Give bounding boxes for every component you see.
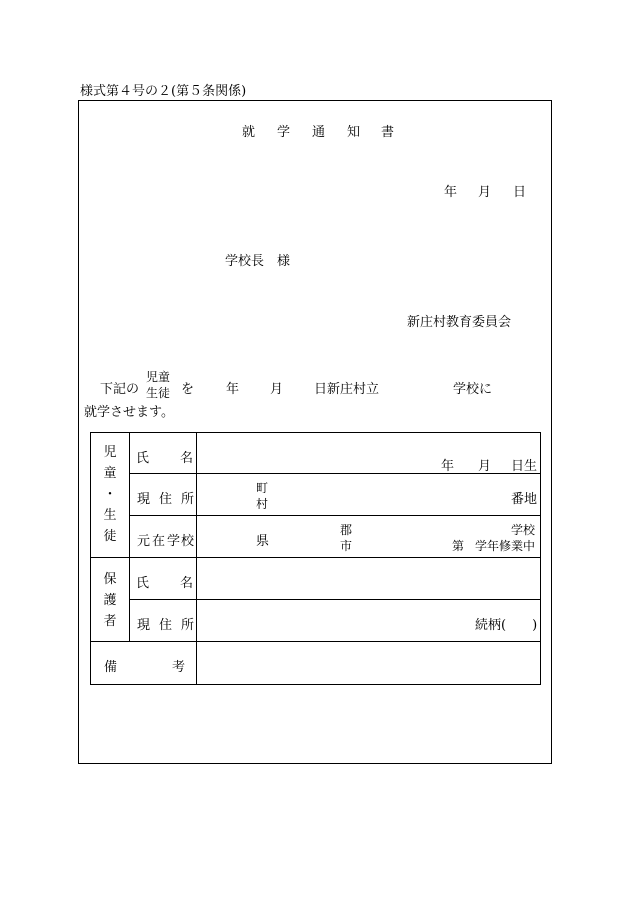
body-wo: を	[181, 382, 195, 397]
group-char: 者	[103, 614, 117, 629]
label-guardian-address-1: 現	[137, 618, 151, 633]
address-banchi: 番地	[511, 492, 538, 507]
date-year: 年	[444, 185, 458, 200]
label-remarks-2: 考	[172, 660, 186, 675]
addressee: 学校長 様	[225, 254, 291, 269]
group-char: 童	[103, 466, 117, 481]
group-char: 保	[103, 572, 117, 587]
body-second-line: 就学させます。	[84, 405, 174, 420]
label-name-1: 氏	[136, 451, 150, 466]
birth-day: 日生	[511, 459, 538, 474]
address-village: 村	[256, 497, 269, 511]
prev-school-shi: 市	[340, 539, 353, 553]
body-month: 月	[270, 382, 284, 397]
label-guardian-name-1: 氏	[136, 576, 150, 591]
title-char-1: 就	[242, 125, 256, 140]
body-day-village: 日新庄村立	[314, 382, 380, 397]
label-remarks-1: 備	[104, 660, 118, 675]
guardian-relation: 続柄( )	[475, 618, 538, 633]
prev-school-prefecture: 県	[256, 534, 270, 549]
info-table	[90, 432, 541, 685]
label-prev-school-1: 元	[137, 534, 151, 549]
group-char: ・	[103, 487, 117, 502]
prev-school-gun: 郡	[340, 523, 353, 537]
title-char-4: 知	[347, 125, 361, 140]
title-char-5: 書	[381, 125, 395, 140]
label-address-1: 現	[137, 492, 151, 507]
prev-school-dai: 第	[452, 539, 465, 553]
group-child-student	[100, 442, 120, 547]
label-guardian-address-2: 住	[159, 618, 173, 633]
row-rule-2	[130, 515, 540, 516]
label-address-2: 住	[159, 492, 173, 507]
group-char: 護	[103, 593, 117, 608]
col-rule-group	[129, 433, 130, 641]
body-school-ni: 学校に	[453, 382, 493, 397]
col-rule-label	[196, 433, 197, 684]
label-prev-school-3: 学	[167, 534, 181, 549]
label-guardian-address-3: 所	[181, 618, 195, 633]
row-rule-5	[91, 641, 540, 642]
group-char: 徒	[103, 529, 117, 544]
issuer: 新庄村教育委員会	[407, 315, 512, 330]
label-guardian-name-2: 名	[180, 576, 194, 591]
birth-month: 月	[478, 459, 492, 474]
title-char-2: 学	[277, 125, 291, 140]
label-name-2: 名	[180, 451, 194, 466]
form-number-label: 様式第４号の２(第５条関係)	[80, 84, 247, 99]
group-guardian	[100, 569, 120, 632]
group-char: 生	[103, 508, 117, 523]
row-rule-4	[130, 599, 540, 600]
group-char: 児	[103, 445, 117, 460]
prev-school-grade: 学年修業中	[475, 539, 536, 553]
date-month: 月	[478, 185, 492, 200]
body-lead: 下記の	[100, 382, 140, 397]
address-town: 町	[256, 481, 269, 495]
row-rule-3	[91, 557, 540, 558]
body-year: 年	[226, 382, 240, 397]
title-char-3: 通	[312, 125, 326, 140]
label-address-3: 所	[181, 492, 195, 507]
label-prev-school-4: 校	[181, 534, 195, 549]
prev-school-school: 学校	[511, 523, 536, 537]
label-prev-school-2: 在	[152, 534, 166, 549]
date-day: 日	[513, 185, 527, 200]
body-choice-student: 生徒	[146, 386, 171, 400]
body-choice-child: 児童	[146, 370, 171, 384]
birth-year: 年	[441, 459, 455, 474]
